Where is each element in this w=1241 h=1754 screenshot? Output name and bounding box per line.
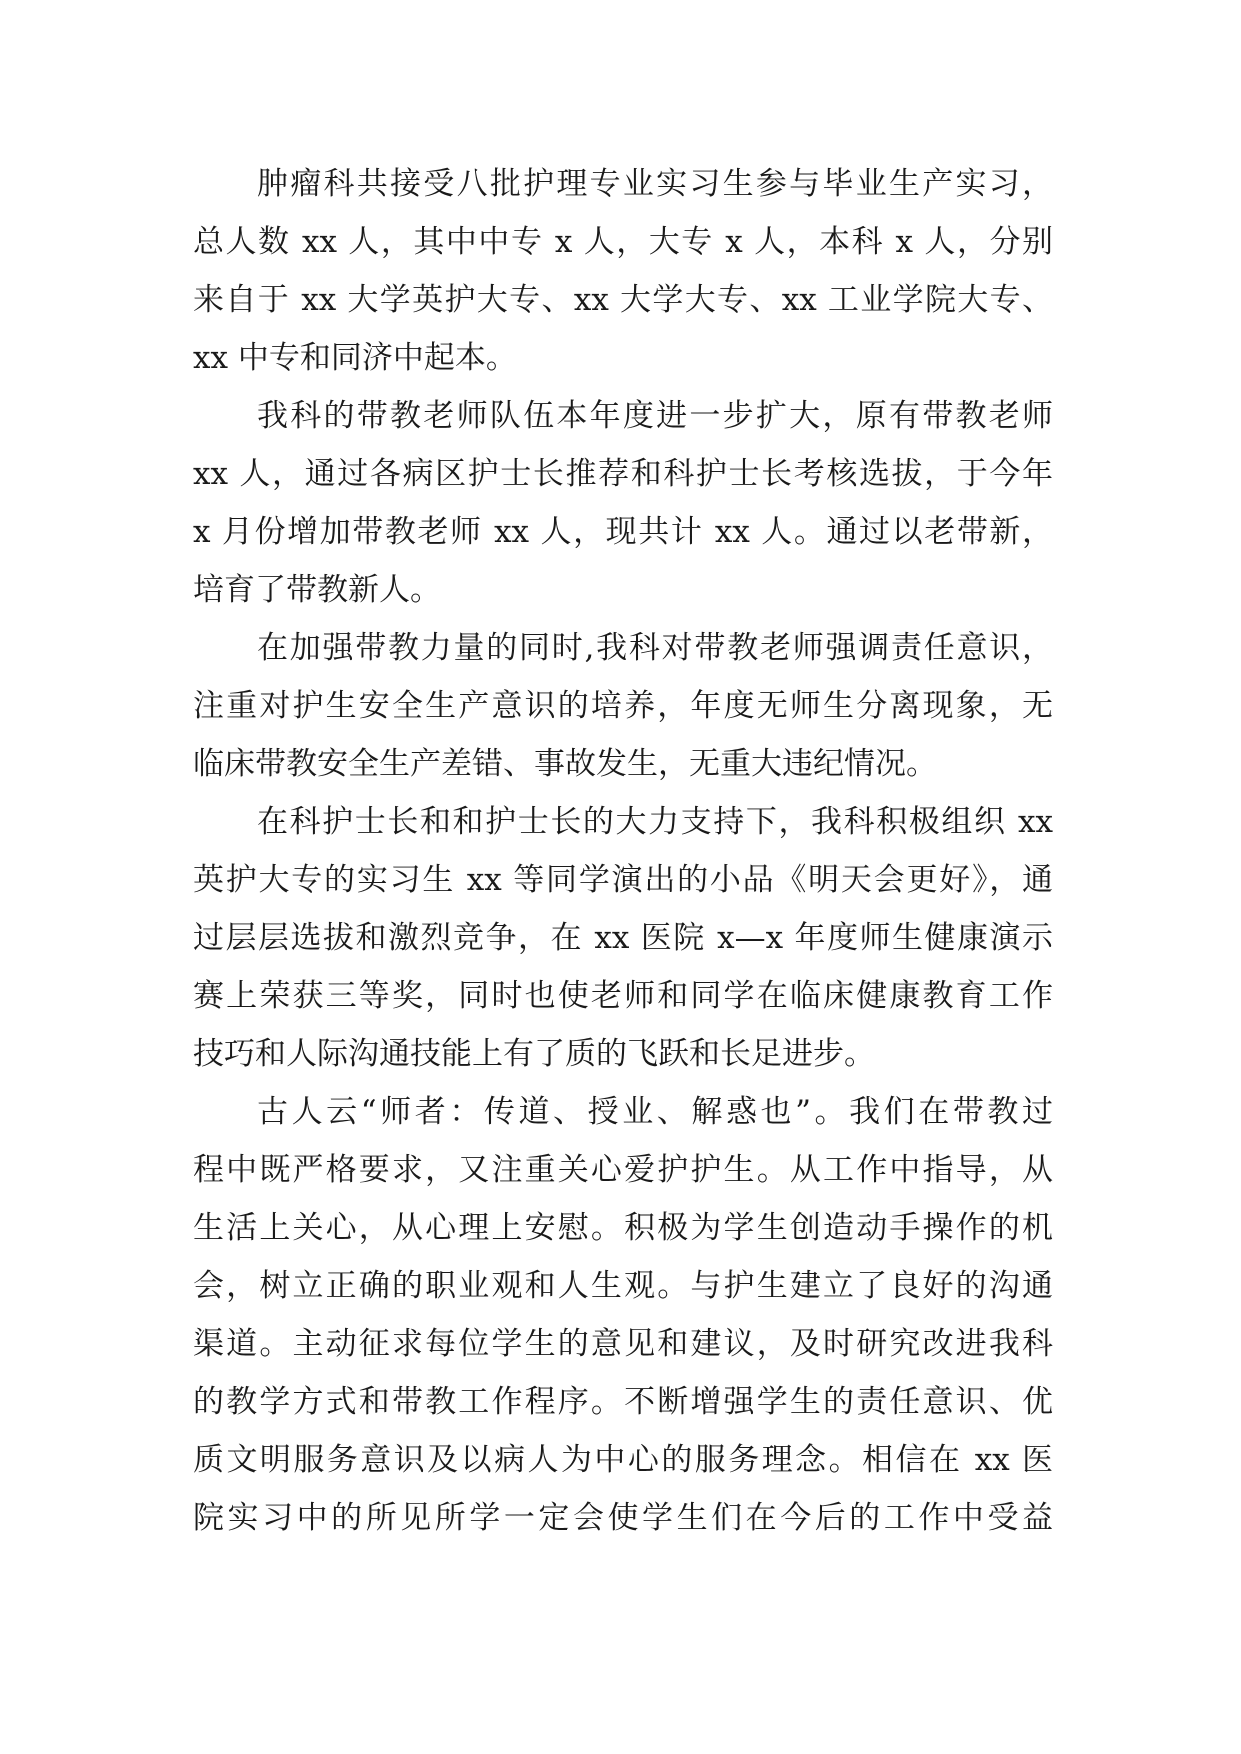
- paragraph-4-line-2: 英护大专的实习生 xx 等同学演出的小品《明天会更好》，通: [193, 862, 1053, 898]
- paragraph-2-line-1: 我科的带教老师队伍本年度进一步扩大，原有带教老师: [257, 398, 1053, 434]
- paragraph-1-line-3: 来自于 xx 大学英护大专、xx 大学大专、xx 工业学院大专、: [193, 282, 1053, 318]
- paragraph-5-line-7: 质文明服务意识及以病人为中心的服务理念。相信在 xx 医: [193, 1442, 1053, 1478]
- paragraph-4-line-1: 在科护士长和和护士长的大力支持下，我科积极组织 xx: [257, 804, 1053, 840]
- paragraph-2-line-3: x 月份增加带教老师 xx 人，现共计 xx 人。通过以老带新，: [193, 514, 1053, 550]
- paragraph-2-line-4: 培育了带教新人。: [193, 572, 441, 608]
- paragraph-5-line-5: 渠道。主动征求每位学生的意见和建议，及时研究改进我科: [193, 1326, 1053, 1362]
- paragraph-3-line-2: 注重对护生安全生产意识的培养，年度无师生分离现象，无: [193, 688, 1053, 724]
- paragraph-5-line-8: 院实习中的所见所学一定会使学生们在今后的工作中受益: [193, 1500, 1053, 1536]
- paragraph-5-line-2: 程中既严格要求，又注重关心爱护护生。从工作中指导，从: [193, 1152, 1053, 1188]
- paragraph-2-line-2: xx 人，通过各病区护士长推荐和科护士长考核选拔，于今年: [193, 456, 1053, 492]
- paragraph-1-line-1: 肿瘤科共接受八批护理专业实习生参与毕业生产实习，: [257, 166, 1053, 202]
- paragraph-5-line-1: 古人云“师者：传道、授业、解惑也”。我们在带教过: [257, 1094, 1053, 1130]
- paragraph-1-line-4: xx 中专和同济中起本。: [193, 340, 517, 376]
- paragraph-3-line-1: 在加强带教力量的同时,我科对带教老师强调责任意识，: [257, 630, 1053, 666]
- paragraph-4-line-3: 过层层选拔和激烈竞争，在 xx 医院 x—x 年度师生健康演示: [193, 920, 1053, 956]
- paragraph-5-line-3: 生活上关心，从心理上安慰。积极为学生创造动手操作的机: [193, 1210, 1053, 1246]
- paragraph-5-line-6: 的教学方式和带教工作程序。不断增强学生的责任意识、优: [193, 1384, 1053, 1420]
- paragraph-4-line-4: 赛上荣获三等奖，同时也使老师和同学在临床健康教育工作: [193, 978, 1053, 1014]
- paragraph-1-line-2: 总人数 xx 人，其中中专 x 人，大专 x 人，本科 x 人，分别: [193, 224, 1053, 260]
- paragraph-3-line-3: 临床带教安全生产差错、事故发生，无重大违纪情况。: [193, 746, 937, 782]
- document-body: [193, 155, 1053, 1547]
- paragraph-4-line-5: 技巧和人际沟通技能上有了质的飞跃和长足进步。: [193, 1036, 875, 1072]
- paragraph-5-line-4: 会，树立正确的职业观和人生观。与护生建立了良好的沟通: [193, 1268, 1053, 1304]
